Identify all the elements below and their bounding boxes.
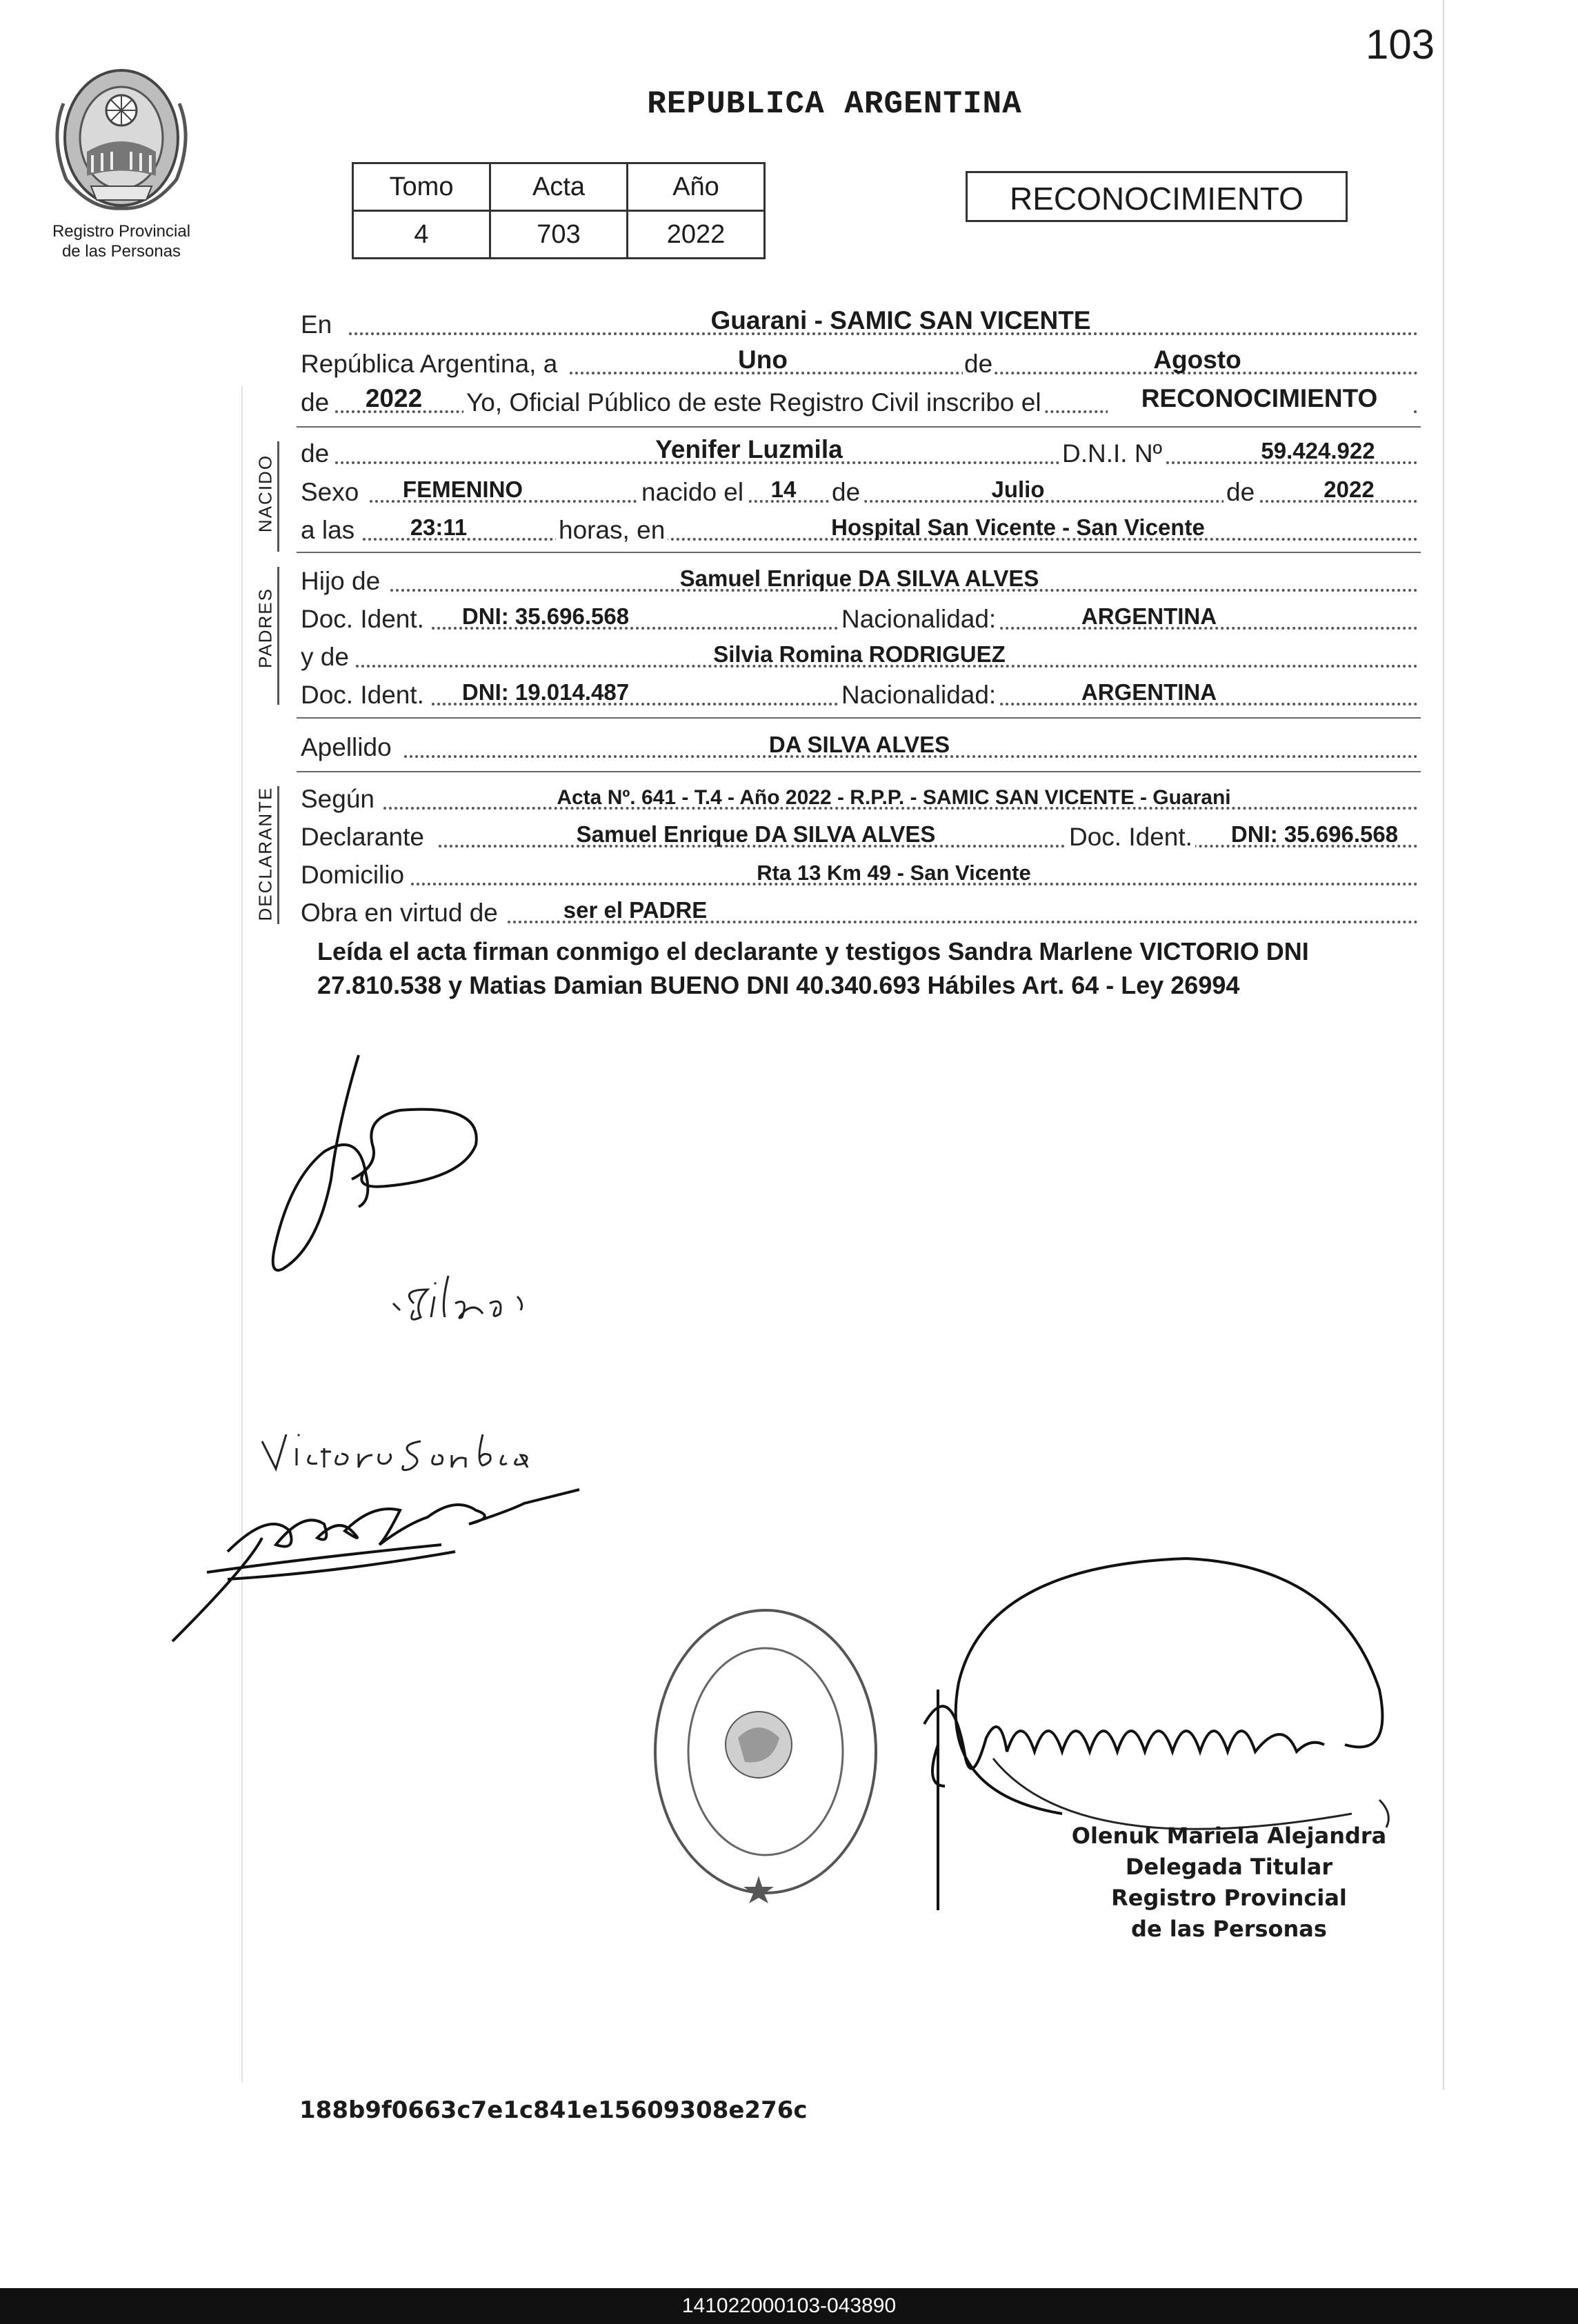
declarante-name-value: Samuel Enrique DA SILVA ALVES [576, 821, 936, 847]
republica-line [301, 343, 1418, 384]
mother-signature [386, 1255, 572, 1331]
mother-line [301, 636, 1418, 677]
doc-ident-label: Doc. Ident. [1066, 823, 1195, 852]
republica-label: República Argentina, a [301, 350, 558, 378]
nacido-name-line [301, 432, 1418, 474]
witness-signature-victorio [255, 1414, 552, 1476]
nacionalidad-label: Nacionalidad: [839, 681, 999, 710]
en-value: Guarani - SAMIC SAN VICENTE [710, 306, 1091, 334]
sexo-value: FEMENINO [402, 477, 523, 502]
de-label: de [829, 478, 863, 507]
domicilio-line [301, 854, 1418, 895]
apellido-line [301, 726, 1418, 768]
anio-header: Año [628, 163, 765, 211]
dni-label: D.N.I. Nº [1059, 439, 1165, 468]
section-separator [297, 426, 1421, 428]
padres-section-label: PADRES [254, 588, 276, 668]
page-number: 103 [1366, 21, 1435, 68]
acta-header: Acta [490, 163, 628, 211]
official-role: Delegada Titular [1125, 1854, 1333, 1880]
obra-line [301, 892, 1418, 933]
obra-label: Obra en virtud de [301, 899, 498, 927]
acta-register-table [352, 162, 766, 259]
inscribo-value: RECONOCIMIENTO [1108, 384, 1411, 413]
mother-nationality-value: ARGENTINA [1081, 679, 1217, 705]
domicilio-label: Domicilio [301, 861, 405, 889]
witness-signature-bueno [166, 1469, 593, 1648]
doc-ident-label: Doc. Ident. [301, 681, 424, 709]
tomo-header: Tomo [353, 163, 490, 211]
section-bar [277, 567, 279, 705]
declarante-label: Declarante [301, 823, 424, 851]
mother-doc-value: DNI: 19.014.487 [461, 679, 630, 705]
mother-name-value: Silvia Romina RODRIGUEZ [713, 641, 1006, 667]
birth-day-value: 14 [770, 477, 797, 502]
nacionalidad-label: Nacionalidad: [839, 605, 999, 634]
domicilio-value: Rta 13 Km 49 - San Vicente [757, 861, 1031, 885]
de-label: de [964, 350, 993, 378]
hora-line [301, 509, 1418, 550]
closing-statement: Leída el acta firman conmigo el declarante y testigos Sandra Marlene VICTORIO DNI 27.810.538 y Matias Damian BUENO DNI 40.340.693 Hábiles Art. 64 - Ley 26994 [317, 937, 1309, 999]
birth-year-value: 2022 [1324, 477, 1375, 502]
de-label: de [301, 439, 330, 468]
sexo-label: Sexo [301, 478, 359, 506]
mother-doc-line [301, 674, 1418, 715]
sexo-line [301, 471, 1418, 512]
margin-rule [241, 386, 243, 2083]
father-doc-line [301, 598, 1418, 639]
oficial-label: Yo, Oficial Público de este Registro Civil inscribo el [463, 388, 1044, 417]
segun-value: Acta Nº. 641 - T.4 - Año 2022 - R.P.P. - SAMIC SAN VICENTE - Guarani [557, 786, 1231, 809]
year-value: 2022 [365, 384, 423, 412]
segun-label: Según [301, 785, 374, 813]
misiones-crest-icon [43, 62, 200, 214]
father-name-value: Samuel Enrique DA SILVA ALVES [679, 565, 1039, 591]
section-separator [297, 771, 1421, 772]
birth-place-value: Hospital San Vicente - San Vicente [831, 514, 1205, 540]
section-separator [297, 552, 1421, 553]
acta-value: 703 [490, 211, 628, 259]
a-las-label: a las [301, 516, 355, 544]
section-bar [277, 786, 279, 924]
birth-time-value: 23:11 [410, 514, 468, 540]
apellido-label: Apellido [301, 733, 392, 761]
en-line [301, 303, 1418, 345]
apellido-value: DA SILVA ALVES [768, 732, 950, 757]
crest-caption: Registro Provincial de las Personas [52, 222, 191, 261]
document-type-box: RECONOCIMIENTO [966, 171, 1348, 222]
nacido-el-label: nacido el [639, 478, 746, 507]
document-title: REPUBLICA ARGENTINA [647, 86, 1022, 122]
child-dni-value: 59.424.922 [1261, 438, 1375, 463]
section-bar [277, 441, 279, 552]
official-office: Registro Provincial [1111, 1885, 1347, 1911]
declarante-signature [262, 1041, 497, 1276]
section-separator [297, 717, 1421, 719]
de-label: de [301, 388, 330, 417]
en-label: En [301, 310, 332, 339]
segun-line [301, 778, 1418, 819]
de-label: de [1224, 478, 1257, 507]
nacido-section-label: NACIDO [254, 454, 276, 533]
declarante-section-label: DECLARANTE [254, 786, 276, 921]
footer-code: 141022000103-043890 [681, 2294, 897, 2317]
registry-seal-stamp [648, 1600, 883, 1903]
anio-value: 2022 [628, 211, 765, 259]
y-de-label: y de [301, 643, 349, 671]
official-name: Olenuk Mariela Alejandra [1071, 1823, 1387, 1849]
page-edge-rule [1443, 0, 1444, 2090]
tomo-value: 4 [353, 211, 490, 259]
obra-value: ser el PADRE [563, 897, 708, 923]
birth-month-value: Julio [991, 477, 1045, 502]
doc-ident-label: Doc. Ident. [301, 605, 424, 633]
child-name-value: Yenifer Luzmila [655, 435, 843, 463]
official-name-stamp [1050, 1821, 1408, 1945]
father-nationality-value: ARGENTINA [1081, 603, 1217, 629]
month-value: Agosto [1153, 345, 1241, 374]
document-hash: 188b9f0663c7e1c841e15609308e276c [299, 2096, 808, 2124]
inscribo-line [301, 381, 1418, 423]
day-written-value: Uno [738, 345, 788, 374]
declarante-doc-value: DNI: 35.696.568 [1230, 821, 1399, 847]
father-line [301, 560, 1418, 601]
hijo-de-label: Hijo de [301, 567, 381, 595]
official-office-2: de las Personas [1131, 1916, 1327, 1942]
father-doc-value: DNI: 35.696.568 [461, 603, 630, 629]
horas-label: horas, en [556, 516, 668, 545]
declarante-line [301, 816, 1418, 857]
